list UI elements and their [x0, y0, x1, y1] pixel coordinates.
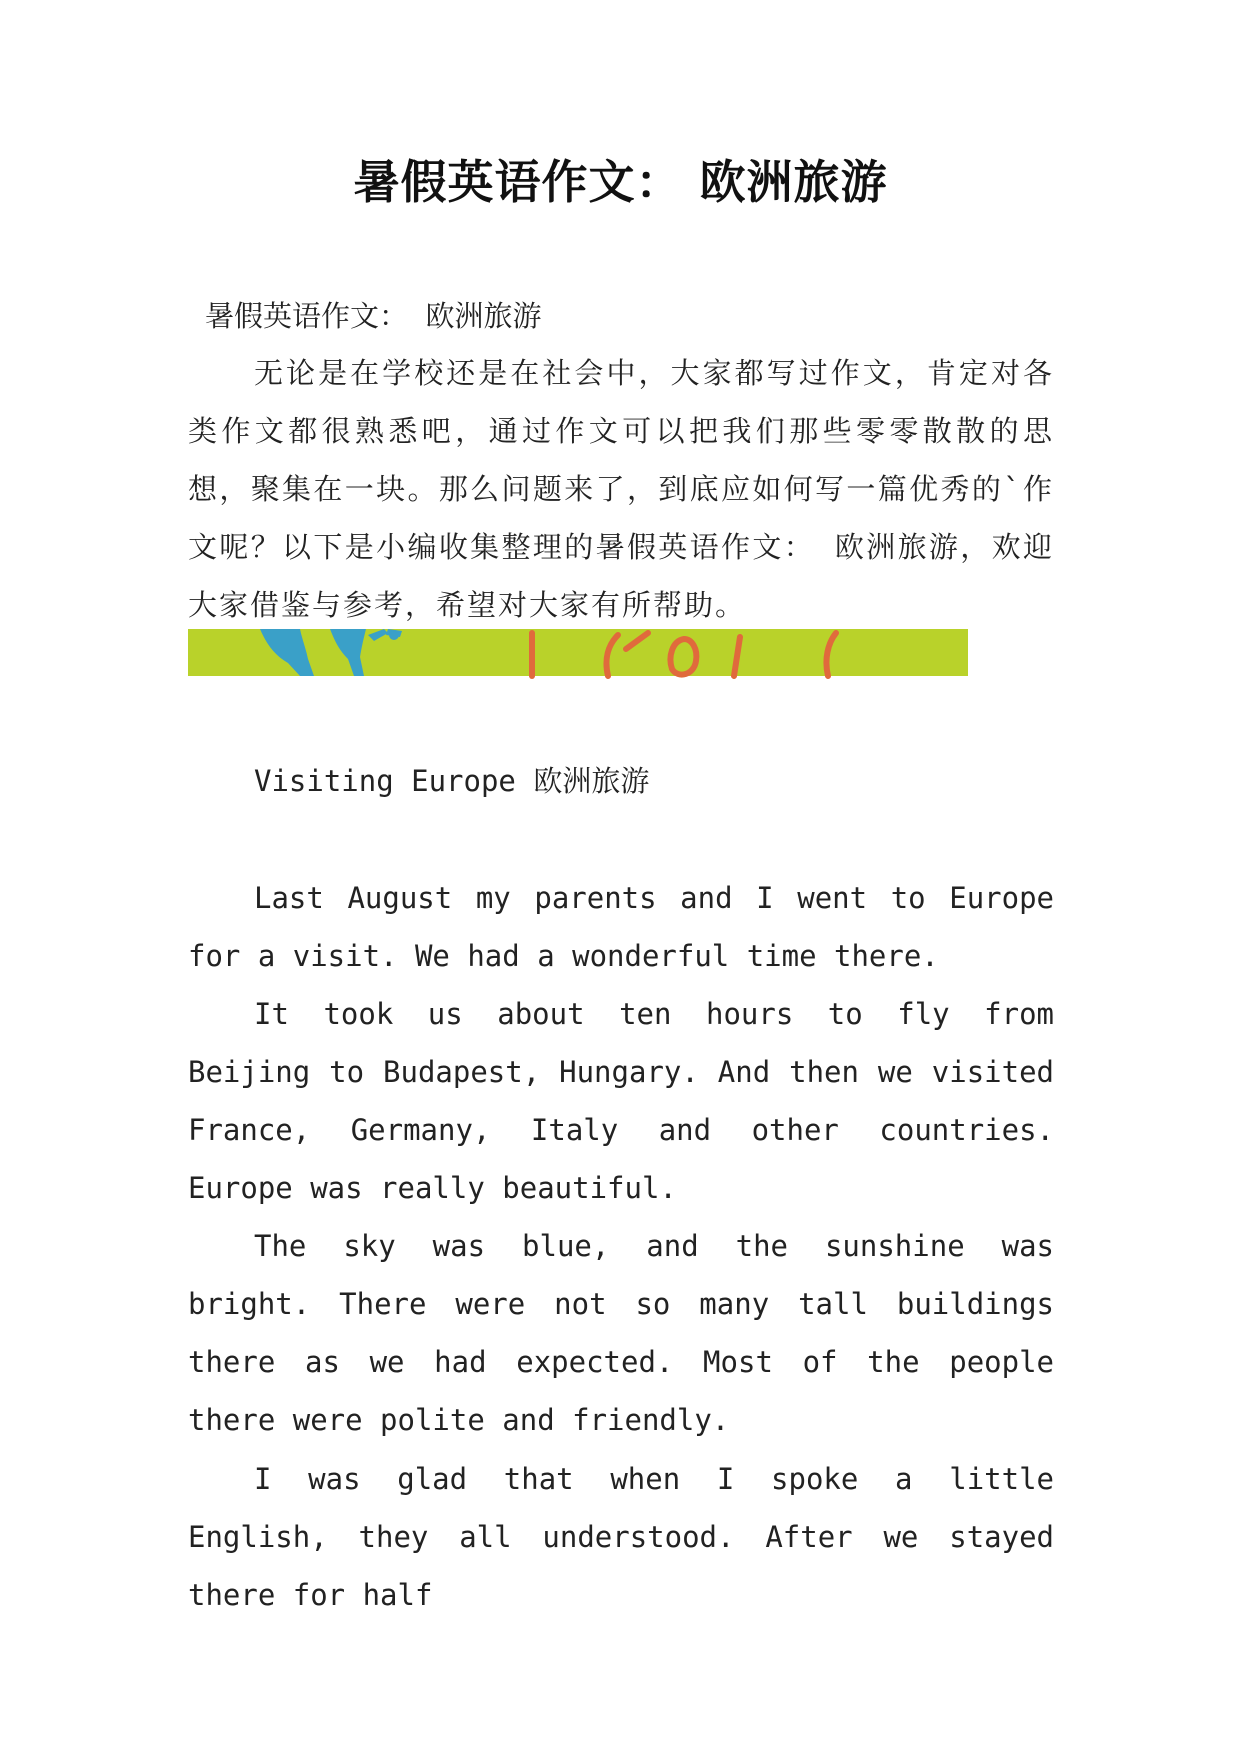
essay-paragraph-2: It took us about ten hours to fly from Beijing to Budapest, Hungary. And then we visited France, Germany, Italy and other countries. Europe was really beautiful.: [188, 997, 1054, 1205]
document-title: 暑假英语作文： 欧洲旅游: [353, 155, 888, 209]
banner-image: [188, 629, 968, 676]
document-subtitle: 暑假英语作文： 欧洲旅游: [205, 299, 542, 333]
essay-paragraph-4: I was glad that when I spoke a little English, they all understood. After we stayed there for half: [188, 1462, 1054, 1612]
intro-paragraph: 无论是在学校还是在社会中，大家都写过作文，肯定对各类作文都很熟悉吧，通过作文可以把我们那些零零散散的思想，聚集在一块。那么问题来了，到底应如何写一篇优秀的`作文呢？以下是小编收集整理的暑假英语作文： 欧洲旅游，欢迎大家借鉴与参考，希望对大家有所帮助。: [188, 356, 1054, 622]
section-heading: Visiting Europe 欧洲旅游: [254, 764, 650, 798]
banner-illustration: [188, 629, 968, 676]
essay-paragraph-3: The sky was blue, and the sunshine was bright. There were not so many tall buildings there as we had expected. Most of the people there were polite and friendly.: [188, 1229, 1054, 1437]
essay-paragraph-1: Last August my parents and I went to Europe for a visit. We had a wonderful time there.: [188, 881, 1054, 973]
